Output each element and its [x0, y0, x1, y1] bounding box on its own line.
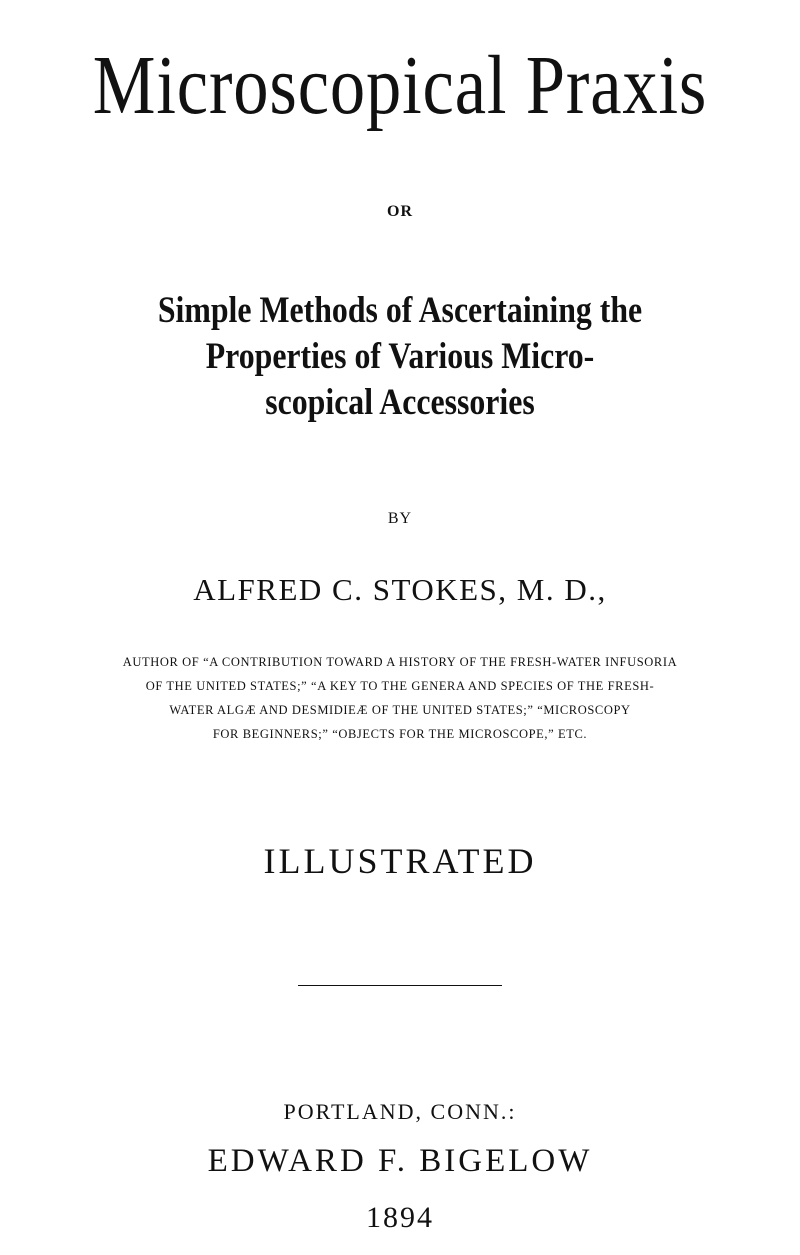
alternate-title-conjunction: OR — [387, 203, 413, 220]
imprint-publisher: EDWARD F. BIGELOW — [207, 1143, 593, 1179]
book-title: Microscopical Praxis — [92, 39, 708, 132]
author-credits-line: OF THE UNITED STATES;” “A KEY TO THE GENERA AND SPECIES OF THE FRESH- — [145, 679, 655, 693]
divider-rule — [298, 985, 502, 986]
illustrated-label: ILLUSTRATED — [263, 841, 537, 881]
imprint-year: 1894 — [366, 1201, 434, 1234]
subtitle-line: Simple Methods of Ascertaining the — [157, 290, 643, 331]
author-credits-line: WATER ALGÆ AND DESMIDIEÆ OF THE UNITED STATES;” “MICROSCOPY — [169, 703, 631, 717]
author-name: ALFRED C. STOKES, M. D., — [193, 572, 607, 607]
author-credits-line: AUTHOR OF “A CONTRIBUTION TOWARD A HISTORY OF THE FRESH-WATER INFUSORIA — [122, 655, 678, 669]
subtitle-line: Properties of Various Micro- — [205, 336, 595, 377]
subtitle — [56, 288, 744, 426]
byline: BY — [387, 510, 413, 527]
imprint-place: PORTLAND, CONN.: — [283, 1099, 517, 1124]
author-credits — [0, 650, 800, 746]
subtitle-line: scopical Accessories — [265, 382, 535, 423]
author-credits-line: FOR BEGINNERS;” “OBJECTS FOR THE MICROSCOPE,” ETC. — [212, 727, 588, 741]
